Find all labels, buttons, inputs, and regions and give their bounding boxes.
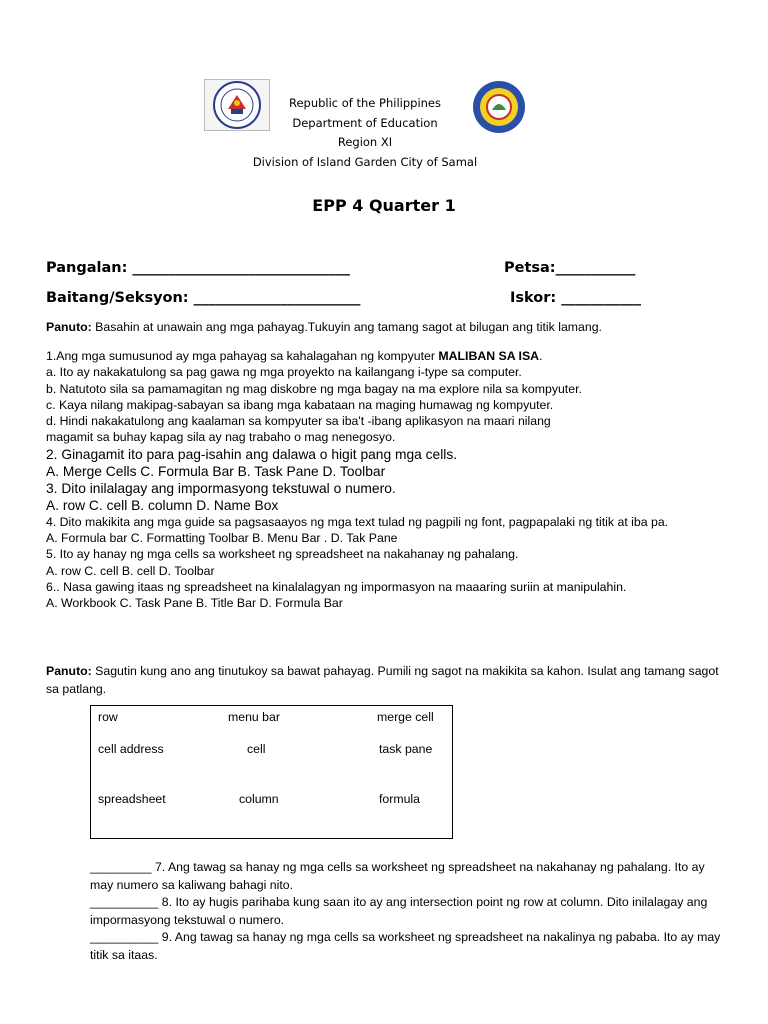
question-1-choice-c: c. Kaya nilang makipag-sabayan sa ibang mga kabataan na maging humawag ng kompyuter. [46,397,554,412]
panuto-2-text: Sagutin kung ano ang tinutukoy sa bawat pahayag. Pumili ng sagot na makikita sa kahon. Isulat ang tamang sagot sa patlang. [46,664,719,696]
box-word: task pane [379,742,433,756]
question-2-stem: 2. Ginagamit ito para pag-isahin ang dalawa o higit pang mga cells. [46,446,458,462]
question-3-stem: 3. Dito inilalagay ang impormasyong tekstuwal o numero. [46,480,396,496]
answer-choice-box [90,705,453,839]
document-header [200,94,530,172]
box-word: formula [379,792,421,806]
box-word: cell address [98,742,164,756]
question-5-choices: A. row C. cell B. cell D. Toolbar [46,563,215,578]
question-1-emphasis: MALIBAN SA ISA [438,349,540,363]
panuto-instructions-2 [46,662,726,698]
page-title: EPP 4 Quarter 1 [312,196,456,215]
box-word: spreadsheet [98,792,166,806]
iskor-field[interactable]: Iskor: ___________ [510,290,641,306]
header-line-department: Department of Education [292,115,438,130]
question-1-choice-a: a. Ito ay nakakatulong sa pag gawa ng mga proyekto na kailangang i-type sa computer. [46,365,522,380]
box-word: column [239,792,279,806]
item-9: __________ 9. Ang tawag sa hanay ng mga cells sa worksheet ng spreadsheet na nakalinya ng pababa. Ito ay may titik sa itaas. [90,930,721,962]
pangalan-field[interactable]: Pangalan: ______________________________ [46,260,350,276]
question-1-choice-b: b. Natutoto sila sa pamamagitan ng mag diskobre ng mga bagay na ma explore nila sa kompyuter. [46,381,582,396]
box-word: merge cell [377,710,434,724]
question-5-stem: 5. Ito ay hanay ng mga cells sa worksheet ng spreadsheet na nakahanay ng pahalang. [46,547,519,562]
panuto-label: Panuto: [46,320,92,334]
baitang-field[interactable]: Baitang/Seksyon: _______________________ [46,290,361,306]
question-1-choice-d: d. Hindi nakakatulong ang kaalaman sa kompyuter sa iba't -ibang aplikasyon na maari nilang [46,414,551,429]
question-4-choices: A. Formula bar C. Formatting Toolbar B. Menu Bar . D. Tak Pane [46,531,398,546]
item-7: _________ 7. Ang tawag sa hanay ng mga cells sa worksheet ng spreadsheet na nakahanay ng pahalang. Ito ay may numero sa kaliwang bahagi nito. [90,860,705,892]
header-line-division: Division of Island Garden City of Samal [252,154,478,169]
question-3-choices: A. row C. cell B. column D. Name Box [46,497,279,513]
question-4-stem: 4. Dito makikita ang mga guide sa pagsasaayos ng mga text tulad ng pagpili ng font, pagpapalaki ng titik at iba pa. [46,514,669,529]
fill-in-items [90,859,730,964]
question-6-choices: A. Workbook C. Task Pane B. Title Bar D. Formula Bar [46,596,343,611]
header-line-region: Region XI [337,135,393,149]
question-1-stem: 1.Ang mga sumusunod ay mga pahayag sa kahalagahan ng kompyuter MALIBAN SA ISA. [46,349,543,363]
panuto-instructions-1 [46,320,602,334]
panuto-2-label: Panuto: [46,664,92,678]
question-6-stem: 6.. Nasa gawing itaas ng spreadsheet na kinalalagyan ng impormasyon na maaaring suriin at manipulahin. [46,579,627,594]
item-8: __________ 8. Ito ay hugis parihaba kung saan ito ay ang intersection point ng row at column. Dito inilalagay ang impormasyong tekstuwal o numero. [90,895,708,927]
question-1-choice-d-cont: magamit sa buhay kapag sila ay nag trabaho o mag nenegosyo. [46,430,396,445]
box-word: row [98,710,118,724]
questions-section [46,348,736,612]
box-word: menu bar [228,710,280,724]
header-line-republic: Republic of the Philippines [288,96,442,110]
petsa-field[interactable]: Petsa:___________ [504,260,636,276]
question-2-choices: A. Merge Cells C. Formula Bar B. Task Pane D. Toolbar [46,463,386,479]
panuto-text: Basahin at unawain ang mga pahayag.Tukuyin ang tamang sagot at bilugan ang titik lamang. [91,320,602,334]
box-word: cell [247,742,266,756]
